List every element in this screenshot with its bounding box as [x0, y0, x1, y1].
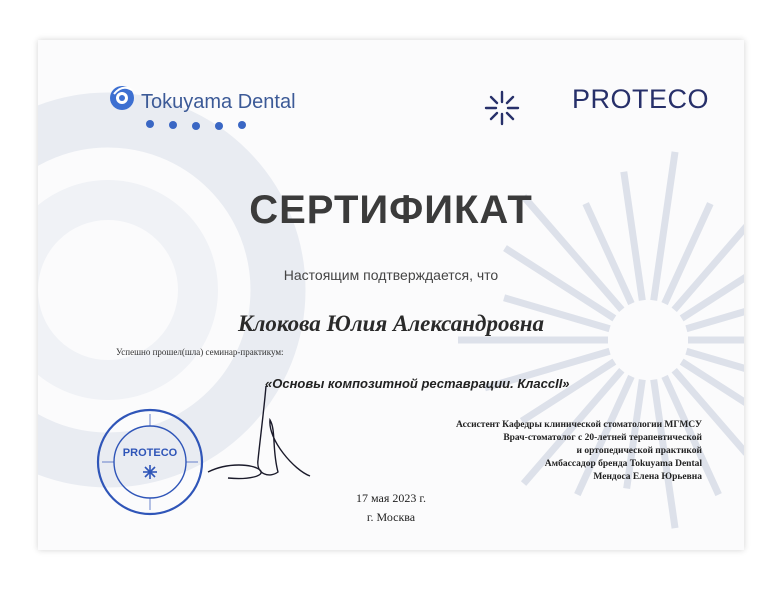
issue-city: г. Москва	[366, 510, 416, 524]
proteco-stamp	[94, 406, 206, 518]
signer-line: Врач-стоматолог с 20-летней терапевтической	[503, 433, 702, 443]
issue-date: 17 мая 2023 г.	[356, 491, 426, 505]
recipient-name: Клокова Юлия Александровна	[237, 311, 544, 336]
proteco-logo-text: PROTECO	[572, 84, 710, 114]
completion-text: Успешно прошел(шла) семинар-практикум:	[116, 347, 284, 357]
signer-block	[456, 419, 702, 484]
signer-line: и ортопедической практикой	[576, 446, 702, 456]
signer-line: Ассистент Кафедры клинической стоматологии МГМСУ	[456, 420, 702, 430]
tokuyama-logo-text: Tokuyama Dental	[141, 91, 296, 113]
stamp-center-text: PROTECO	[122, 447, 178, 459]
signer-name: Мендоса Елена Юрьевна	[593, 472, 702, 482]
signer-line: Амбассадор бренда Tokuyama Dental	[544, 459, 702, 469]
certificate-title: СЕРТИФИКАТ	[249, 188, 533, 232]
certificate-sheet	[38, 40, 744, 550]
handwritten-signature	[198, 380, 318, 490]
tokuyama-logo-icon	[104, 80, 144, 116]
proteco-logo-icon	[482, 88, 522, 128]
seminar-title: «Основы композитной реставрации. КлассII»	[265, 376, 570, 391]
confirmation-text: Настоящим подтверждается, что	[283, 267, 499, 283]
